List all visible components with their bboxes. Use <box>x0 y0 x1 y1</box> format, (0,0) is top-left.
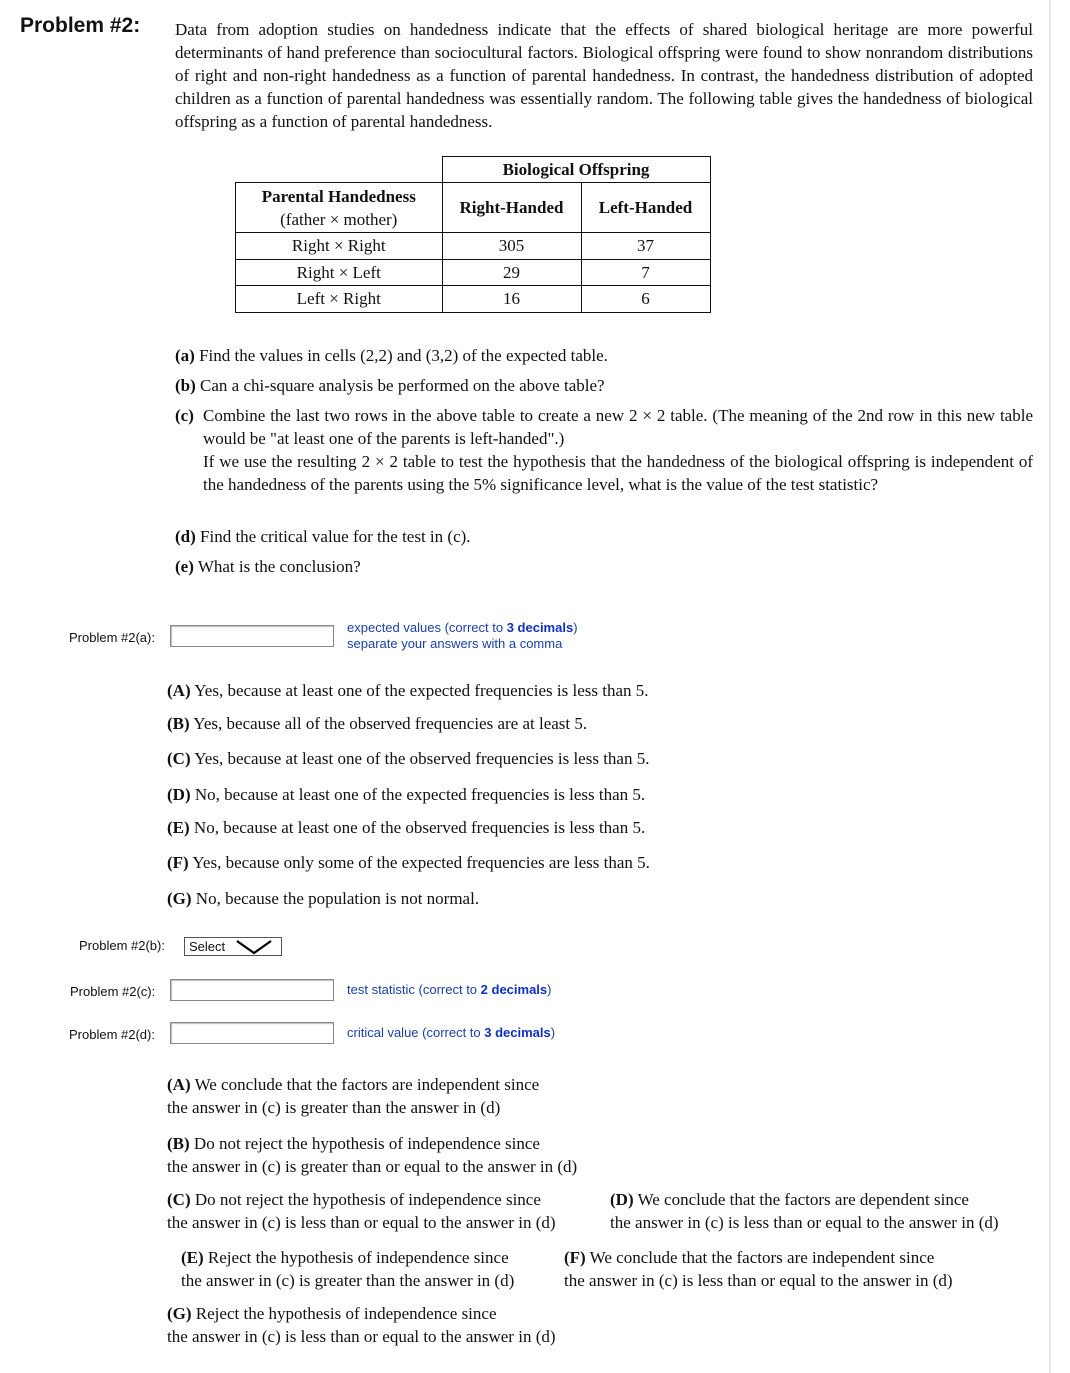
e-option-line2: the answer in (c) is less than or equal to the answer in (d) <box>564 1271 953 1290</box>
answer-b-select-value: Select <box>189 939 226 954</box>
table-row <box>236 286 711 313</box>
col-header-left: Left-Handed <box>581 183 710 233</box>
answer-a-hint <box>347 620 578 652</box>
e-option-line2: the answer in (c) is greater than the answer in (d) <box>181 1271 515 1290</box>
e-option-line1: Do not reject the hypothesis of independence since <box>194 1190 541 1209</box>
question-b-text: Can a chi-square analysis be performed on the above table? <box>200 376 605 395</box>
answer-a-input[interactable] <box>170 625 334 647</box>
e-option-letter: (G) <box>167 1304 192 1323</box>
e-option-d <box>610 1188 999 1234</box>
question-a <box>175 344 608 367</box>
answer-c-input[interactable] <box>170 979 334 1001</box>
e-option-letter: (C) <box>167 1190 191 1209</box>
b-option-text: Yes, because only some of the expected frequencies are less than 5. <box>192 853 650 872</box>
answer-c-hint-pre: test statistic (correct to <box>347 982 481 997</box>
cell-right: 305 <box>442 233 581 260</box>
answer-d-hint-pre: critical value (correct to <box>347 1025 485 1040</box>
answer-a-hint-bold: 3 decimals <box>506 620 574 635</box>
question-d <box>175 525 471 548</box>
e-option-line1: We conclude that the factors are independent since <box>589 1248 935 1267</box>
e-option-line1: We conclude that the factors are dependent since <box>637 1190 969 1209</box>
b-option-text: No, because at least one of the observed frequencies is less than 5. <box>193 818 646 837</box>
e-option-letter: (D) <box>610 1190 634 1209</box>
chevron-down-icon <box>235 939 273 955</box>
question-d-text: Find the critical value for the test in (c). <box>200 527 471 546</box>
e-option-line1: We conclude that the factors are independent since <box>194 1075 540 1094</box>
col-header-right: Right-Handed <box>442 183 581 233</box>
answer-d-input[interactable] <box>170 1022 334 1044</box>
e-option-letter: (A) <box>167 1075 191 1094</box>
cell-right: 16 <box>442 286 581 313</box>
e-option-line1: Reject the hypothesis of independence since <box>195 1304 497 1323</box>
answer-d-hint-post: ) <box>550 1025 556 1040</box>
e-option-f <box>564 1246 953 1292</box>
question-a-text: Find the values in cells (2,2) and (3,2) of the expected table. <box>199 346 608 365</box>
b-option-letter: (B) <box>167 714 190 733</box>
b-option-letter: (A) <box>167 681 191 700</box>
row-label: Right × Left <box>236 260 443 286</box>
question-e-text: What is the conclusion? <box>197 557 361 576</box>
row-label: Left × Right <box>236 286 443 313</box>
question-e-label: (e) <box>175 557 194 576</box>
answer-c-hint-post: ) <box>547 982 552 997</box>
e-option-letter: (E) <box>181 1248 204 1267</box>
answer-a-hint-post: ) <box>573 620 578 635</box>
b-option-text: No, because the population is not normal. <box>195 889 480 908</box>
question-c-label: (c) <box>175 406 194 425</box>
table-row <box>236 260 711 286</box>
e-option-g <box>167 1302 556 1348</box>
e-option-line2: the answer in (c) is greater than the answer in (d) <box>167 1098 501 1117</box>
b-option-c <box>167 747 649 770</box>
b-option-f <box>167 851 650 874</box>
question-b <box>175 374 605 397</box>
row-label: Right × Right <box>236 233 443 260</box>
b-option-text: Yes, because all of the observed frequencies are at least 5. <box>193 714 588 733</box>
group-header: Biological Offspring <box>442 157 710 183</box>
answer-c-hint <box>347 982 552 998</box>
e-option-line2: the answer in (c) is greater than or equal to the answer in (d) <box>167 1157 578 1176</box>
cell-left: 7 <box>581 260 710 286</box>
b-option-letter: (D) <box>167 785 191 804</box>
answer-d-hint-bold: 3 decimals <box>484 1025 551 1040</box>
answer-b-label: Problem #2(b): <box>79 938 165 953</box>
b-option-b <box>167 712 587 735</box>
b-option-letter: (F) <box>167 853 189 872</box>
row-header-title: Parental Handedness <box>261 186 416 206</box>
answer-c-hint-bold: 2 decimals <box>480 982 548 997</box>
e-option-e <box>181 1246 514 1292</box>
row-header-subtitle: (father × mother) <box>280 209 398 229</box>
cell-right: 29 <box>442 260 581 286</box>
b-option-text: Yes, because at least one of the expected frequencies is less than 5. <box>194 681 649 700</box>
question-c-text-2: If we use the resulting 2 × 2 table to test the hypothesis that the handedness of the biological offspring is independent of the handedness of the parents using the 5% significance level, what is the value of the test statistic? <box>203 452 1033 494</box>
row-header-cell <box>236 183 443 233</box>
b-option-letter: (C) <box>167 749 191 768</box>
page-edge-divider <box>1049 0 1051 1373</box>
b-option-d <box>167 783 645 806</box>
e-option-letter: (B) <box>167 1134 190 1153</box>
answer-b-select[interactable] <box>184 937 282 956</box>
question-c-text-1: Combine the last two rows in the above table to create a new 2 × 2 table. (The meaning of the 2nd row in this new table would be "at least one of the parents is left-handed".) <box>203 406 1033 448</box>
answer-a-label: Problem #2(a): <box>69 630 155 645</box>
cell-left: 6 <box>581 286 710 313</box>
e-option-line1: Do not reject the hypothesis of independence since <box>193 1134 540 1153</box>
question-b-label: (b) <box>175 376 196 395</box>
answer-c-label: Problem #2(c): <box>70 984 156 999</box>
b-option-a <box>167 679 649 702</box>
e-option-line1: Reject the hypothesis of independence since <box>207 1248 509 1267</box>
b-option-text: No, because at least one of the expected frequencies is less than 5. <box>194 785 646 804</box>
e-option-line2: the answer in (c) is less than or equal to the answer in (d) <box>610 1213 999 1232</box>
question-c <box>175 404 1033 496</box>
e-option-line2: the answer in (c) is less than or equal to the answer in (d) <box>167 1327 556 1346</box>
b-option-letter: (G) <box>167 889 192 908</box>
answer-a-hint-pre: expected values (correct to <box>347 620 507 635</box>
e-option-c <box>167 1188 556 1234</box>
answer-a-hint-line2: separate your answers with a comma <box>347 636 563 651</box>
e-option-a <box>167 1073 539 1119</box>
e-option-line2: the answer in (c) is less than or equal to the answer in (d) <box>167 1213 556 1232</box>
data-table <box>235 156 711 313</box>
question-d-label: (d) <box>175 527 196 546</box>
problem-title: Problem #2: <box>20 14 141 37</box>
question-e <box>175 555 361 578</box>
b-option-letter: (E) <box>167 818 190 837</box>
question-a-label: (a) <box>175 346 195 365</box>
problem-intro: Data from adoption studies on handedness indicate that the effects of shared biological heritage are more powerful determinants of hand preference than sociocultural factors. Biological offspring were found to show nonrandom distributions of right and non-right handedness as a function of parental handedness. In contrast, the handedness distribution of adopted children as a function of parental handedness was essentially random. The following table gives the handedness of biological offspring as a function of parental handedness. <box>175 20 1033 131</box>
b-option-e <box>167 816 645 839</box>
cell-left: 37 <box>581 233 710 260</box>
answer-d-hint <box>347 1025 555 1041</box>
table-row <box>236 233 711 260</box>
empty-corner-cell <box>236 157 443 183</box>
b-option-g <box>167 887 479 910</box>
b-option-text: Yes, because at least one of the observed frequencies is less than 5. <box>194 749 650 768</box>
answer-d-label: Problem #2(d): <box>69 1027 155 1042</box>
e-option-letter: (F) <box>564 1248 586 1267</box>
e-option-b <box>167 1132 577 1178</box>
